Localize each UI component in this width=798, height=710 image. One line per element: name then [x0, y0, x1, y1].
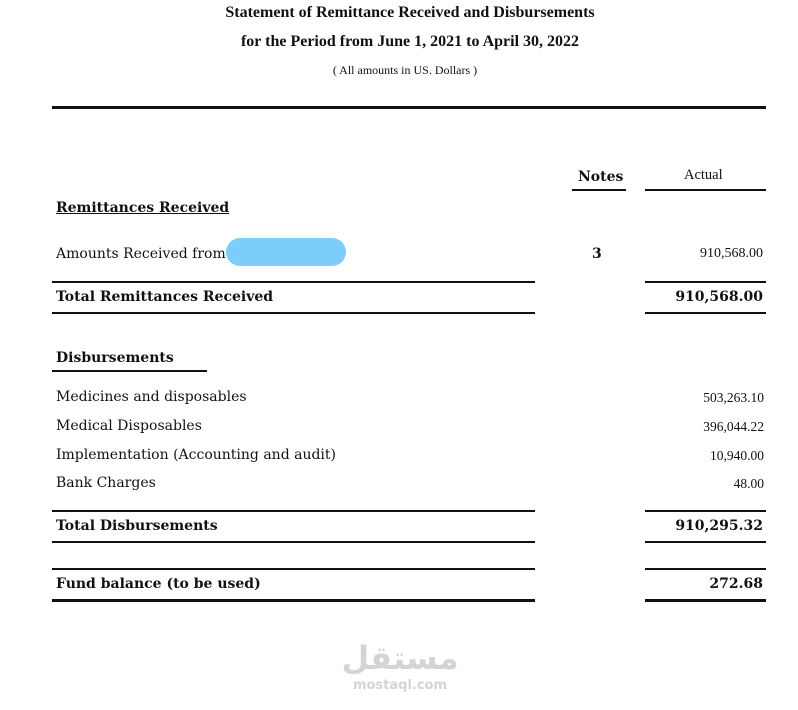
remittance-row-note: 3	[592, 246, 602, 262]
remittance-total-top-rule-left	[52, 281, 535, 283]
header-rule	[52, 106, 766, 109]
notes-header-underline	[572, 189, 626, 191]
statement-title: Statement of Remittance Received and Disbursements	[225, 4, 595, 21]
remittance-total-label: Total Remittances Received	[56, 289, 274, 305]
remittances-heading: Remittances Received	[56, 200, 230, 216]
actual-column-header: Actual	[684, 167, 723, 183]
disbursement-total-bottom-rule-right	[645, 541, 766, 543]
disbursement-row-label: Implementation (Accounting and audit)	[56, 447, 336, 463]
fund-balance-top-rule-right	[645, 568, 766, 570]
disbursement-row-label: Medical Disposables	[56, 418, 202, 434]
disbursement-total-bottom-rule-left	[52, 541, 535, 543]
disbursements-heading-underline	[52, 370, 207, 372]
watermark-url: mostaql.com	[352, 678, 448, 693]
watermark-logo: مستقل	[341, 639, 459, 677]
disbursements-heading: Disbursements	[56, 350, 174, 366]
disbursement-row-label: Bank Charges	[56, 475, 156, 491]
disbursement-row-amount: 48.00	[733, 476, 764, 491]
remittance-total-amount: 910,568.00	[675, 289, 763, 305]
remittance-total-top-rule-right	[645, 281, 766, 283]
redaction-mark	[226, 238, 346, 266]
remittance-row-label: Amounts Received from	[56, 246, 226, 262]
disbursement-row-amount: 10,940.00	[710, 448, 764, 463]
disbursement-row-label: Medicines and disposables	[56, 389, 247, 405]
notes-column-header: Notes	[578, 169, 624, 185]
disbursement-row-amount: 503,263.10	[703, 390, 764, 405]
disbursement-total-amount: 910,295.32	[675, 518, 763, 534]
disbursement-total-label: Total Disbursements	[56, 518, 218, 534]
disbursement-total-top-rule-right	[645, 510, 766, 512]
remittance-row-amount: 910,568.00	[700, 246, 763, 261]
remittance-total-bottom-rule-left	[52, 312, 535, 314]
fund-balance-bottom-rule-left	[52, 599, 535, 602]
fund-balance-top-rule-left	[52, 568, 535, 570]
disbursement-row-amount: 396,044.22	[703, 419, 764, 434]
currency-note: ( All amounts in US. Dollars )	[332, 63, 478, 77]
disbursement-total-top-rule-left	[52, 510, 535, 512]
fund-balance-label: Fund balance (to be used)	[56, 576, 261, 592]
actual-header-underline	[645, 189, 766, 191]
fund-balance-amount: 272.68	[709, 576, 763, 592]
statement-period: for the Period from June 1, 2021 to April 30, 2022	[240, 33, 580, 50]
remittance-total-bottom-rule-right	[645, 312, 766, 314]
fund-balance-bottom-rule-right	[645, 599, 766, 602]
